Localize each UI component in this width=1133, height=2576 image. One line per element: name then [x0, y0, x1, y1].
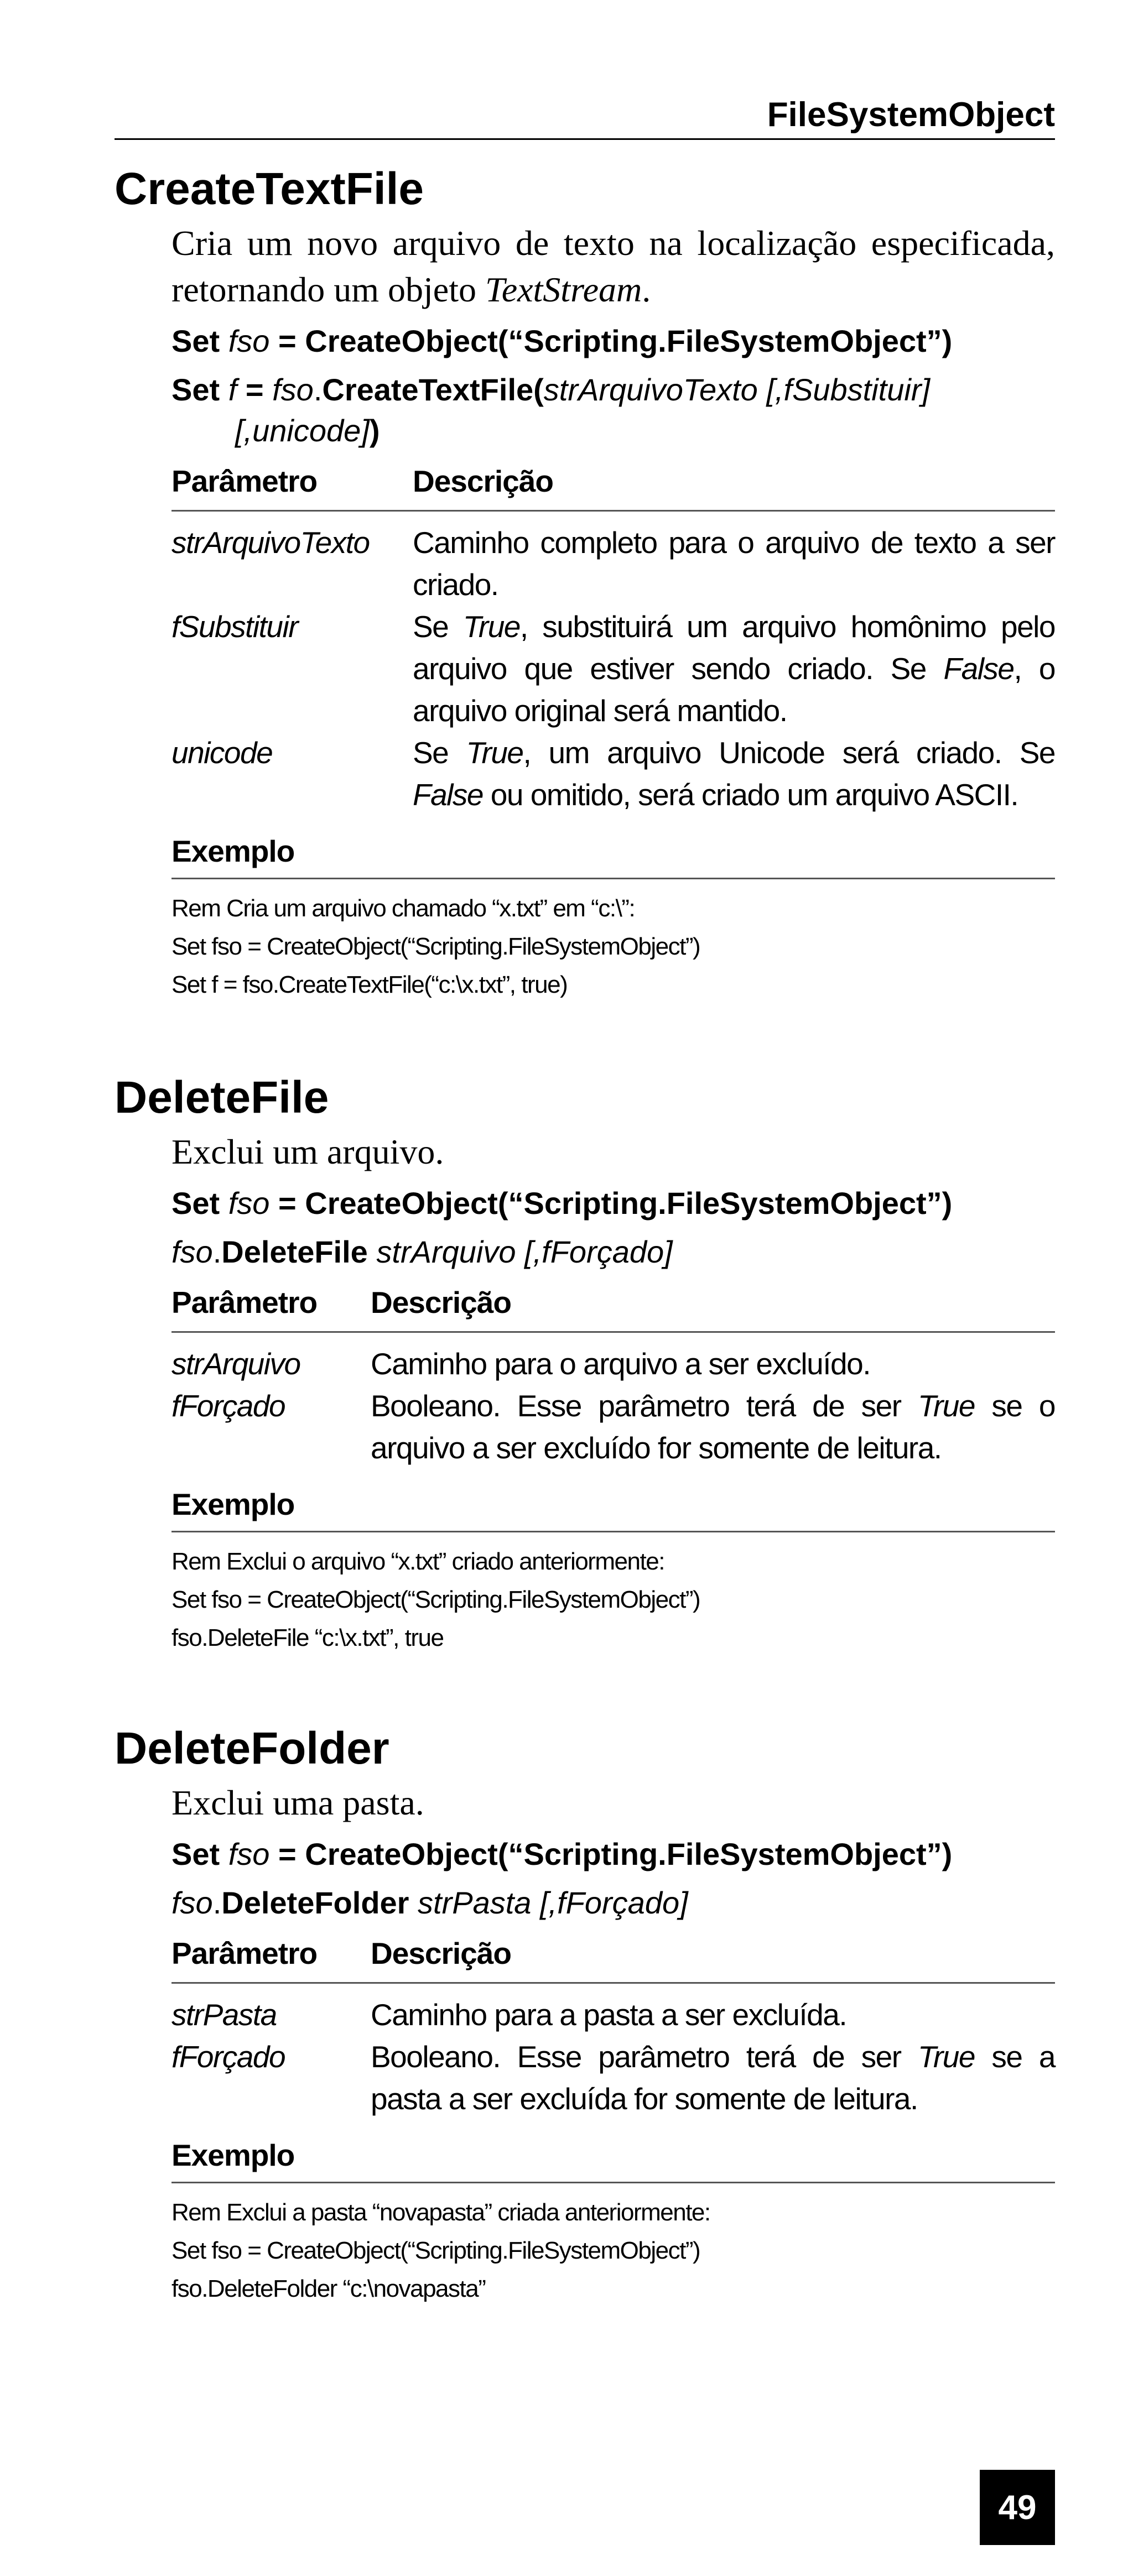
- section-deletefolder: [115, 1721, 1055, 2308]
- parameter-name: fForçado: [171, 2040, 285, 2074]
- syntax-equals: =: [245, 372, 264, 407]
- syntax-variable: f: [228, 372, 237, 407]
- section-body: [171, 1129, 1055, 1657]
- parameter-table: [171, 1932, 1055, 2120]
- code-line: fso.DeleteFile “c:\x.txt”, true: [171, 1624, 444, 1651]
- syntax-line: [171, 1183, 1055, 1224]
- parameter-description: Se True, um arquivo Unicode será criado. Se False ou omitido, será criado um arquivo ASCII.: [413, 736, 1055, 812]
- section-body: [171, 220, 1055, 1004]
- section-title: DeleteFile: [115, 1072, 329, 1123]
- syntax-args: strPasta [,fForçado]: [418, 1885, 688, 1920]
- parameter-name: strArquivoTexto: [171, 525, 370, 560]
- syntax-call: = CreateObject(“Scripting.FileSystemObject”): [278, 324, 953, 358]
- table-row: [171, 1385, 1055, 1469]
- table-row: [171, 606, 1055, 732]
- code-line: Rem Exclui o arquivo “x.txt” criado anteriormente:: [171, 1548, 664, 1575]
- column-header-parameter: Parâmetro: [171, 464, 318, 498]
- example-label: Exemplo: [171, 2134, 1055, 2183]
- syntax-keyword: Set: [171, 324, 220, 358]
- code-line: Set fso = CreateObject(“Scripting.FileSystemObject”): [171, 2237, 700, 2264]
- syntax-keyword: Set: [171, 1186, 220, 1221]
- running-header: FileSystemObject: [767, 96, 1055, 134]
- code-example: [171, 2193, 1055, 2308]
- column-header-description: Descrição: [371, 1285, 511, 1320]
- table-row: [171, 522, 1055, 606]
- column-header-description: Descrição: [371, 1936, 511, 1970]
- description-text: Cria um novo arquivo de texto na localização especificada, retornando um objeto: [171, 223, 1055, 309]
- section-description: Exclui um arquivo.: [171, 1132, 444, 1171]
- code-line: Set f = fso.CreateTextFile(“c:\x.txt”, true): [171, 971, 568, 998]
- syntax-dot: .: [313, 372, 323, 407]
- parameter-name: unicode: [171, 736, 273, 770]
- section-title: CreateTextFile: [115, 164, 424, 214]
- syntax-line: [171, 1232, 1055, 1273]
- column-header-parameter: Parâmetro: [171, 1936, 318, 1970]
- table-header: [171, 460, 1055, 512]
- page-number: 49: [980, 2470, 1055, 2545]
- syntax-call: = CreateObject(“Scripting.FileSystemObject”): [278, 1837, 953, 1871]
- syntax-object: fso: [171, 1885, 213, 1920]
- parameter-description: Caminho completo para o arquivo de texto a ser criado.: [413, 525, 1055, 602]
- example-label: Exemplo: [171, 830, 1055, 879]
- syntax-object: fso: [171, 1234, 213, 1269]
- syntax-line: [171, 1834, 1055, 1875]
- table-row: [171, 1994, 1055, 2036]
- section-deletefile: [115, 1070, 1055, 1657]
- syntax-dot: .: [212, 1885, 222, 1920]
- description-end: .: [642, 270, 651, 309]
- syntax-keyword: Set: [171, 1837, 220, 1871]
- syntax-args: strArquivo [,fForçado]: [376, 1234, 673, 1269]
- syntax-line: [171, 1883, 1055, 1923]
- table-header: [171, 1932, 1055, 1984]
- parameter-description: Booleano. Esse parâmetro terá de ser True se a pasta a ser excluída for somente de leitura.: [371, 2040, 1055, 2116]
- section-title: DeleteFolder: [115, 1723, 389, 1774]
- syntax-object: fso: [228, 324, 270, 358]
- code-line: Set fso = CreateObject(“Scripting.FileSystemObject”): [171, 933, 700, 960]
- parameter-name: fSubstituir: [171, 609, 298, 644]
- parameter-description: Caminho para o arquivo a ser excluído.: [371, 1347, 870, 1381]
- column-header-parameter: Parâmetro: [171, 1285, 318, 1320]
- header-rule: [115, 138, 1055, 140]
- section-createtextfile: [115, 161, 1055, 1004]
- syntax-args: strArquivoTexto [,fSubstituir]: [543, 372, 931, 407]
- syntax-object: fso: [272, 372, 314, 407]
- column-header-description: Descrição: [413, 464, 553, 498]
- syntax-args: [,unicode]: [235, 413, 370, 448]
- parameter-description: Booleano. Esse parâmetro terá de ser True se o arquivo a ser excluído for somente de leitura.: [371, 1389, 1055, 1465]
- table-row: [171, 732, 1055, 816]
- section-description: [171, 220, 1055, 313]
- code-line: Rem Cria um arquivo chamado “x.txt” em “c:\”:: [171, 895, 635, 922]
- parameter-table: [171, 1281, 1055, 1469]
- section-description: Exclui uma pasta.: [171, 1783, 424, 1822]
- parameter-table: [171, 460, 1055, 816]
- syntax-method: DeleteFile: [221, 1234, 368, 1269]
- parameter-name: strArquivo: [171, 1347, 300, 1381]
- table-row: [171, 2036, 1055, 2120]
- syntax-method: CreateTextFile(: [322, 372, 544, 407]
- syntax-object: fso: [228, 1837, 270, 1871]
- code-line: fso.DeleteFolder “c:\novapasta”: [171, 2275, 486, 2302]
- syntax-keyword: Set: [171, 372, 220, 407]
- table-row: [171, 1343, 1055, 1385]
- example-label: Exemplo: [171, 1483, 1055, 1532]
- syntax-line: [171, 321, 1055, 362]
- code-example: [171, 889, 1055, 1004]
- parameter-name: fForçado: [171, 1389, 285, 1423]
- parameter-description: Se True, substituirá um arquivo homônimo pelo arquivo que estiver sendo criado. Se False, o arquivo original será mantido.: [413, 609, 1055, 728]
- syntax-dot: .: [212, 1234, 222, 1269]
- syntax-close: ): [369, 413, 380, 448]
- syntax-object: fso: [228, 1186, 270, 1221]
- syntax-line: [171, 369, 1055, 451]
- section-body: [171, 1780, 1055, 2308]
- syntax-method: DeleteFolder: [221, 1885, 409, 1920]
- table-header: [171, 1281, 1055, 1333]
- parameter-name: strPasta: [171, 1998, 277, 2032]
- parameter-description: Caminho para a pasta a ser excluída.: [371, 1998, 847, 2032]
- description-object: TextStream: [485, 270, 642, 309]
- syntax-call: = CreateObject(“Scripting.FileSystemObject”): [278, 1186, 953, 1221]
- code-line: Rem Exclui a pasta “novapasta” criada anteriormente:: [171, 2199, 710, 2226]
- code-example: [171, 1542, 1055, 1657]
- code-line: Set fso = CreateObject(“Scripting.FileSystemObject”): [171, 1586, 700, 1613]
